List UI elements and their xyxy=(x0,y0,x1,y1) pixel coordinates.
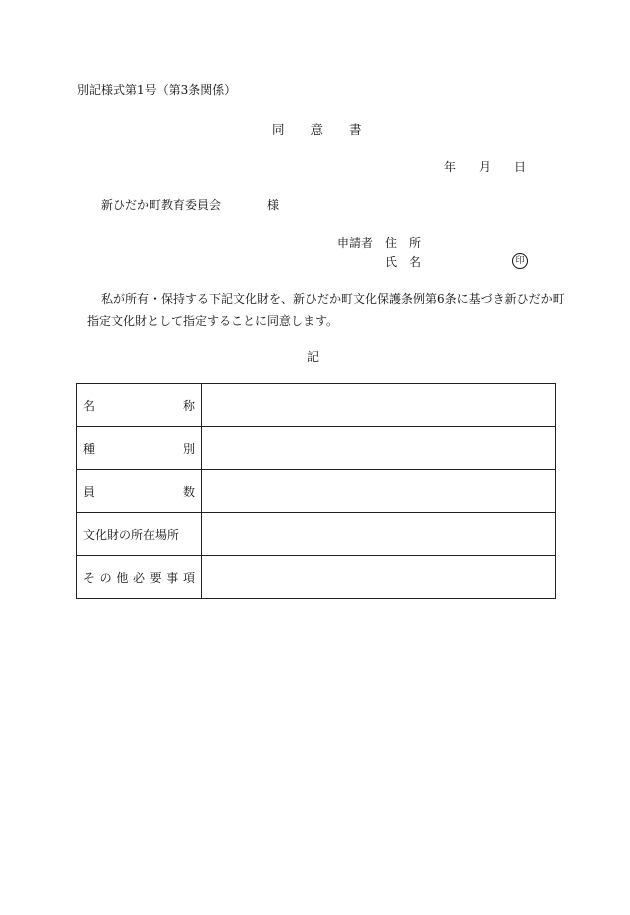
title-char: 書 xyxy=(349,122,362,137)
row-label-type xyxy=(77,427,202,470)
consent-text-line-1: 私が所有・保持する下記文化財を、新ひだか町文化保護条例第6条に基づき新ひだか町 xyxy=(101,292,565,306)
row-value-other[interactable] xyxy=(202,556,556,599)
row-label-other xyxy=(77,556,202,599)
addressee-name: 新ひだか町教育委員会 xyxy=(101,198,222,212)
document-title xyxy=(272,124,362,137)
label-char: 別 xyxy=(182,441,195,456)
label-char: そ xyxy=(83,570,96,585)
table-row xyxy=(77,427,556,470)
addressee-honorific: 様 xyxy=(267,198,280,212)
address-label: 住 所 xyxy=(385,236,422,250)
row-label-location xyxy=(77,513,202,556)
ki-heading: 記 xyxy=(307,350,320,364)
table-row xyxy=(77,556,556,599)
table-row xyxy=(77,513,556,556)
row-value-type[interactable] xyxy=(202,427,556,470)
label-char: 事 xyxy=(166,570,179,585)
date-day: 日 xyxy=(514,160,527,174)
label-text: 文化財の所在場所 xyxy=(83,527,180,542)
label-char: 必 xyxy=(132,570,145,585)
label-char: 員 xyxy=(83,484,96,499)
label-char: 種 xyxy=(83,441,96,456)
date-month: 月 xyxy=(479,160,492,174)
label-char: 項 xyxy=(182,570,195,585)
name-label: 氏 名 xyxy=(385,255,422,269)
table-row xyxy=(77,470,556,513)
table-row xyxy=(77,384,556,427)
date-line xyxy=(444,161,526,173)
label-char: 称 xyxy=(182,398,195,413)
label-char: 要 xyxy=(149,570,162,585)
row-value-count[interactable] xyxy=(202,470,556,513)
title-char: 意 xyxy=(310,122,324,137)
row-label-name xyxy=(77,384,202,427)
title-char: 同 xyxy=(272,122,285,137)
label-char: 他 xyxy=(116,570,129,585)
label-char: 数 xyxy=(182,484,195,499)
row-label-count xyxy=(77,470,202,513)
label-char: の xyxy=(99,570,112,585)
row-value-location[interactable] xyxy=(202,513,556,556)
date-year: 年 xyxy=(444,160,457,174)
consent-text-line-2: 指定文化財として指定することに同意します。 xyxy=(87,314,339,328)
applicant-label: 申請者 xyxy=(337,236,374,250)
row-value-name[interactable] xyxy=(202,384,556,427)
label-char: 名 xyxy=(83,398,96,413)
seal-mark: 印 xyxy=(512,253,528,269)
cultural-property-table xyxy=(76,383,556,599)
form-number: 別記様式第1号（第3条関係） xyxy=(77,83,237,97)
